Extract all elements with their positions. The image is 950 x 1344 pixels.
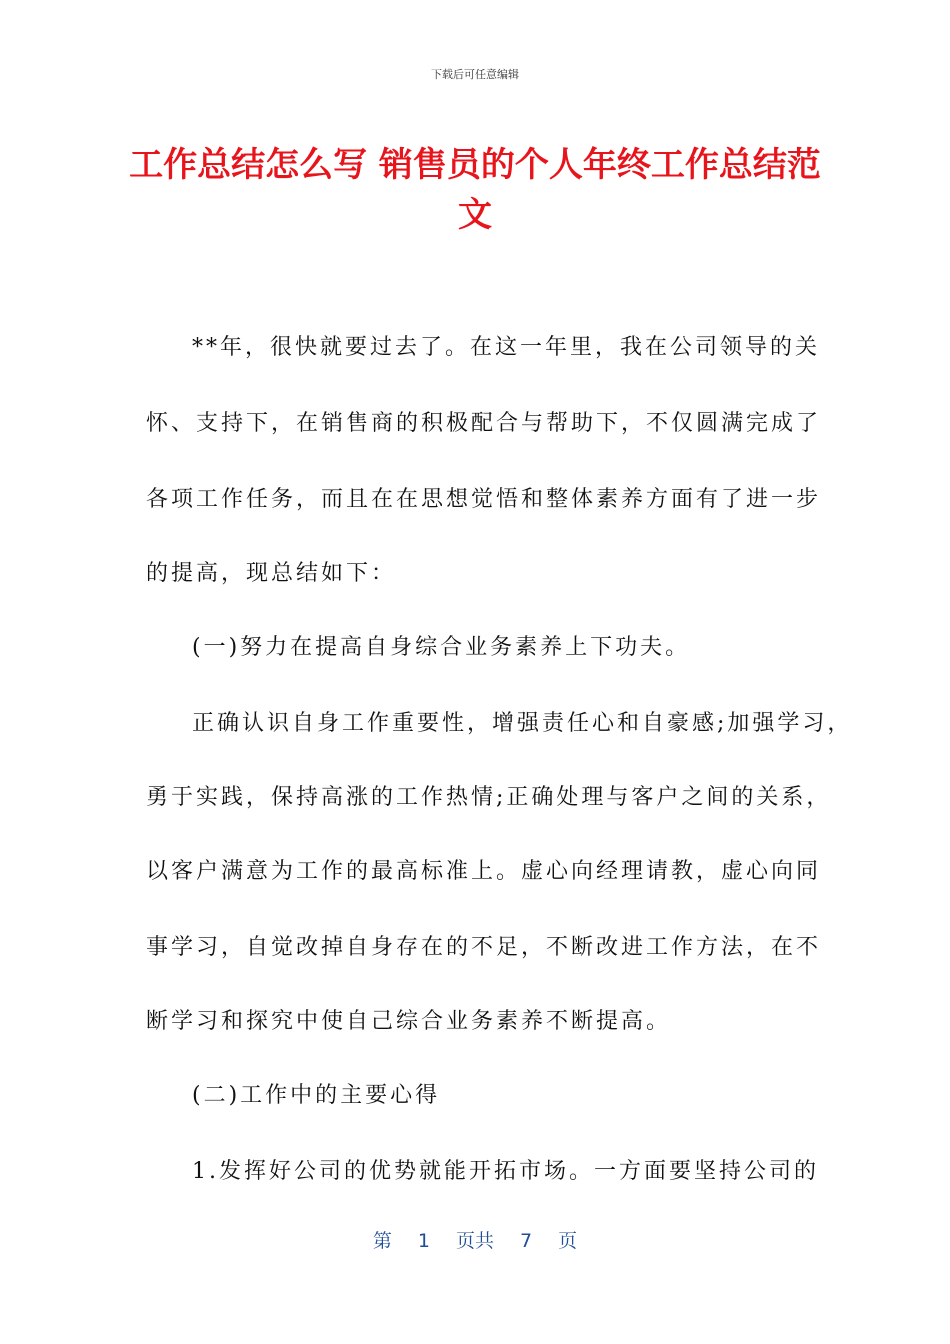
footer-page-suffix: 页 xyxy=(558,1230,578,1252)
section-heading: (一)努力在提高自身综合业务素养上下功夫。 xyxy=(192,635,691,660)
body-line: **年，很快就要过去了。在这一年里，我在公司领导的关 xyxy=(192,335,821,360)
body-line: 断学习和探究中使自己综合业务素养不断提高。 xyxy=(146,1009,672,1034)
body-line: 正确认识自身工作重要性，增强责任心和自豪感;加强学习， xyxy=(192,711,853,736)
page-footer xyxy=(0,1226,950,1253)
footer-total-pages: 7 xyxy=(520,1230,533,1252)
footer-page-label: 第 xyxy=(372,1230,392,1252)
body-line: 的提高，现总结如下： xyxy=(146,561,397,586)
footer-total-label: 页共 xyxy=(455,1230,494,1252)
body-line: 以客户满意为工作的最高标准上。虚心向经理请教，虚心向同 xyxy=(146,859,822,884)
document-title: 工作总结怎么写 销售员的个人年终工作总结范文 xyxy=(129,145,821,235)
header-note: 下载后可任意编辑 xyxy=(431,68,519,81)
body-line: 事学习，自觉改掉自身存在的不足，不断改进工作方法，在不 xyxy=(146,935,822,960)
body-line: 1.发挥好公司的优势就能开拓市场。一方面要坚持公司的 xyxy=(192,1159,819,1184)
section-heading: (二)工作中的主要心得 xyxy=(192,1083,441,1108)
body-line: 勇于实践，保持高涨的工作热情;正确处理与客户之间的关系， xyxy=(146,785,832,810)
body-line: 怀、支持下，在销售商的积极配合与帮助下，不仅圆满完成了 xyxy=(146,411,822,436)
body-line: 各项工作任务，而且在在思想觉悟和整体素养方面有了进一步 xyxy=(146,487,822,512)
footer-page-number: 1 xyxy=(417,1230,430,1252)
